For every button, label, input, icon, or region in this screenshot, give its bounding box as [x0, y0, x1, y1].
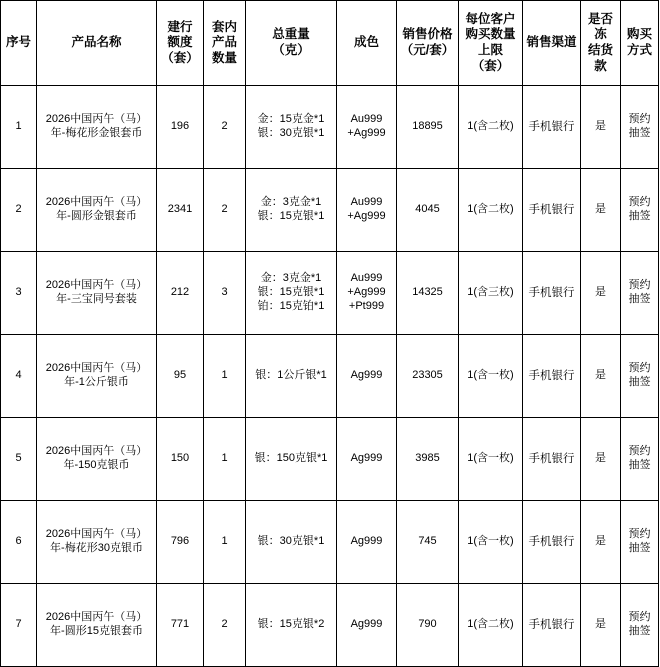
cell-total-weight-line: 金：3克金*1	[260, 196, 322, 209]
header-row	[1, 1, 659, 86]
column-header-line: 是否冻	[587, 11, 613, 42]
column-header-line: 上限	[477, 43, 503, 57]
cell-quota: 796	[157, 501, 204, 584]
cell-index: 3	[1, 252, 37, 335]
column-header-line: 结货款	[587, 43, 613, 73]
cell-fineness-line: Ag999	[350, 535, 383, 548]
cell-product-name: 2026中国丙午（马）年-1公斤银币	[37, 335, 157, 418]
column-header-line: 销售渠道	[526, 35, 577, 50]
column-header-line: 建行	[167, 19, 193, 34]
column-header-line: 数量	[211, 50, 237, 65]
cell-fineness	[337, 584, 397, 667]
cell-purchase-method-line: 预约	[628, 362, 651, 375]
column-header-5	[337, 1, 397, 86]
column-header-line: （套）	[471, 58, 510, 73]
cell-index: 4	[1, 335, 37, 418]
cell-quota: 771	[157, 584, 204, 667]
cell-price: 23305	[397, 335, 459, 418]
cell-index: 7	[1, 584, 37, 667]
cell-sales-channel: 手机银行	[523, 418, 581, 501]
cell-index: 6	[1, 501, 37, 584]
column-header-1	[37, 1, 157, 86]
column-header-line: 套内	[211, 19, 237, 34]
cell-purchase-method-line: 抽签	[628, 625, 651, 637]
cell-fineness	[337, 335, 397, 418]
column-header-2	[157, 1, 204, 86]
column-header-line: 序号	[5, 35, 31, 50]
table-row	[1, 86, 659, 169]
cell-total-weight	[246, 169, 337, 252]
column-header-line: 销售价格	[402, 27, 453, 42]
cell-purchase-limit: 1(含二枚)	[459, 169, 523, 252]
cell-quota: 212	[157, 252, 204, 335]
cell-purchase-method-line: 抽签	[628, 376, 651, 388]
column-header-0	[1, 1, 37, 86]
cell-product-name: 2026中国丙午（马）年-梅花形30克银币	[37, 501, 157, 584]
cell-purchase-method	[621, 335, 659, 418]
cell-total-weight-line: 金：15克金*1	[257, 113, 325, 126]
column-header-line: 总重量	[272, 27, 310, 42]
cell-total-weight	[246, 501, 337, 584]
table-row	[1, 169, 659, 252]
cell-sales-channel: 手机银行	[523, 252, 581, 335]
cell-total-weight-line: 银：150克银*1	[254, 452, 328, 465]
cell-quota: 2341	[157, 169, 204, 252]
cell-purchase-limit: 1(含一枚)	[459, 335, 523, 418]
cell-purchase-method-line: 预约	[628, 445, 651, 458]
cell-purchase-method-line: 预约	[628, 611, 651, 624]
column-header-line: 购买	[626, 27, 652, 42]
cell-frozen-payment: 是	[581, 501, 621, 584]
cell-item-count: 1	[204, 418, 246, 501]
cell-purchase-method	[621, 584, 659, 667]
cell-purchase-limit: 1(含一枚)	[459, 501, 523, 584]
table-row	[1, 584, 659, 667]
cell-purchase-method	[621, 169, 659, 252]
cell-fineness-line: Au999	[350, 113, 383, 126]
cell-frozen-payment: 是	[581, 169, 621, 252]
cell-purchase-method-line: 预约	[628, 196, 651, 209]
cell-fineness-line: Ag999	[350, 369, 383, 382]
cell-index: 1	[1, 86, 37, 169]
table-row	[1, 501, 659, 584]
cell-frozen-payment: 是	[581, 584, 621, 667]
cell-purchase-method-line: 预约	[628, 279, 651, 292]
cell-item-count: 2	[204, 169, 246, 252]
cell-total-weight-line: 银：1公斤银*1	[255, 369, 327, 382]
cell-quota: 150	[157, 418, 204, 501]
column-header-3	[204, 1, 246, 86]
cell-frozen-payment: 是	[581, 418, 621, 501]
cell-item-count: 2	[204, 584, 246, 667]
cell-total-weight-line: 银：30克银*1	[257, 127, 325, 139]
cell-total-weight	[246, 335, 337, 418]
table-header	[1, 1, 659, 86]
column-header-7	[459, 1, 523, 86]
cell-sales-channel: 手机银行	[523, 501, 581, 584]
cell-sales-channel: 手机银行	[523, 584, 581, 667]
cell-product-name: 2026中国丙午（马）年-梅花形金银套币	[37, 86, 157, 169]
column-header-line: 成色	[353, 35, 379, 50]
cell-item-count: 1	[204, 335, 246, 418]
cell-purchase-method-line: 抽签	[628, 293, 651, 305]
cell-product-name: 2026中国丙午（马）年-圆形15克银套币	[37, 584, 157, 667]
column-header-line: （套）	[161, 50, 199, 65]
cell-fineness-line: Ag999	[350, 452, 383, 465]
table-body	[1, 86, 659, 667]
column-header-line: 方式	[626, 43, 652, 57]
column-header-line: （元/套）	[400, 43, 455, 57]
cell-item-count: 3	[204, 252, 246, 335]
cell-purchase-method-line: 预约	[628, 113, 651, 126]
cell-purchase-method	[621, 418, 659, 501]
cell-purchase-limit: 1(含一枚)	[459, 418, 523, 501]
cell-price: 4045	[397, 169, 459, 252]
cell-fineness-line: Au999	[350, 196, 383, 209]
table-row	[1, 335, 659, 418]
cell-purchase-method-line: 抽签	[628, 459, 651, 471]
cell-frozen-payment: 是	[581, 335, 621, 418]
cell-total-weight-line: 银：15克银*1	[257, 210, 325, 222]
cell-product-name: 2026中国丙午（马）年-三宝同号套装	[37, 252, 157, 335]
cell-product-name: 2026中国丙午（马）年-150克银币	[37, 418, 157, 501]
column-header-line: 产品	[211, 35, 237, 50]
cell-total-weight-line: 铂：15克铂*1	[257, 299, 325, 312]
table-row	[1, 252, 659, 335]
cell-fineness	[337, 86, 397, 169]
cell-index: 2	[1, 169, 37, 252]
table-row	[1, 418, 659, 501]
cell-index: 5	[1, 418, 37, 501]
cell-sales-channel: 手机银行	[523, 335, 581, 418]
cell-total-weight-line: 银：15克银*1	[257, 286, 325, 299]
cell-quota: 196	[157, 86, 204, 169]
cell-fineness	[337, 501, 397, 584]
cell-total-weight-line: 银：30克银*1	[257, 535, 325, 548]
cell-fineness	[337, 418, 397, 501]
cell-fineness-line: +Pt999	[348, 299, 385, 312]
cell-purchase-method	[621, 86, 659, 169]
cell-total-weight	[246, 418, 337, 501]
column-header-8	[523, 1, 581, 86]
cell-frozen-payment: 是	[581, 86, 621, 169]
cell-fineness-line: +Ag999	[347, 127, 386, 139]
cell-purchase-limit: 1(含二枚)	[459, 86, 523, 169]
column-header-line: 额度	[167, 35, 193, 50]
column-header-9	[581, 1, 621, 86]
cell-total-weight	[246, 86, 337, 169]
cell-frozen-payment: 是	[581, 252, 621, 335]
cell-purchase-method-line: 抽签	[628, 210, 651, 222]
cell-purchase-method	[621, 501, 659, 584]
column-header-line: （克）	[272, 43, 310, 57]
column-header-10	[621, 1, 659, 86]
cell-fineness-line: +Ag999	[347, 286, 386, 299]
cell-total-weight	[246, 252, 337, 335]
cell-product-name: 2026中国丙午（马）年-圆形金银套币	[37, 169, 157, 252]
column-header-4	[246, 1, 337, 86]
cell-sales-channel: 手机银行	[523, 86, 581, 169]
cell-price: 18895	[397, 86, 459, 169]
cell-item-count: 1	[204, 501, 246, 584]
cell-fineness	[337, 252, 397, 335]
cell-price: 745	[397, 501, 459, 584]
cell-total-weight-line: 金：3克金*1	[260, 272, 322, 285]
column-header-line: 购买数量	[465, 27, 516, 42]
cell-fineness-line: +Ag999	[347, 210, 386, 222]
cell-quota: 95	[157, 335, 204, 418]
cell-purchase-limit: 1(含二枚)	[459, 584, 523, 667]
cell-total-weight	[246, 584, 337, 667]
column-header-6	[397, 1, 459, 86]
cell-price: 790	[397, 584, 459, 667]
cell-item-count: 2	[204, 86, 246, 169]
cell-fineness-line: Au999	[350, 272, 383, 285]
cell-price: 14325	[397, 252, 459, 335]
cell-price: 3985	[397, 418, 459, 501]
cell-purchase-limit: 1(含三枚)	[459, 252, 523, 335]
column-header-line: 产品名称	[71, 35, 122, 50]
cell-fineness-line: Ag999	[350, 618, 383, 631]
cell-purchase-method	[621, 252, 659, 335]
cell-purchase-method-line: 预约	[628, 528, 651, 541]
cell-purchase-method-line: 抽签	[628, 542, 651, 554]
column-header-line: 每位客户	[465, 11, 516, 26]
cell-total-weight-line: 银：15克银*2	[257, 618, 325, 631]
cell-sales-channel: 手机银行	[523, 169, 581, 252]
cell-fineness	[337, 169, 397, 252]
cell-purchase-method-line: 抽签	[628, 127, 651, 139]
